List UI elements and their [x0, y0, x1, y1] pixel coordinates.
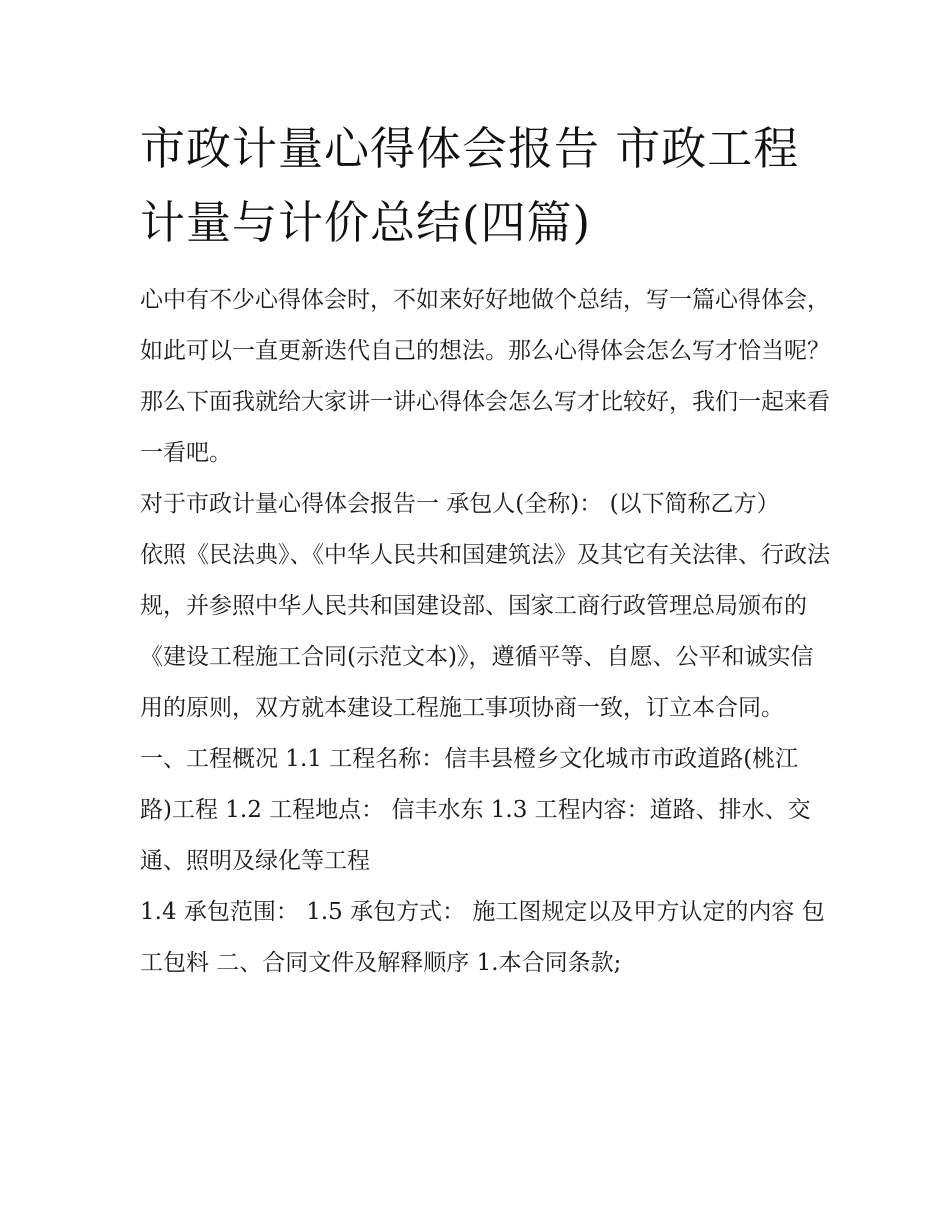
paragraph-project-overview: 一、工程概况 1.1 工程名称：信丰县橙乡文化城市市政道路(桃江路)工程 1.2 工程地点： 信丰水东 1.3 工程内容：道路、排水、交通、照明及绿化等工程 [140, 746, 811, 874]
paragraph-legal-basis: 依照《民法典》、《中华人民共和国建筑法》及其它有关法律、行政法规，并参照中华人民共和国建设部、国家工商行政管理总局颁布的《建设工程施工合同(示范文本)》，遵循平等、自愿、公平和诚实信用的原则，双方就本建设工程施工事项协商一致，订立本合同。 [140, 542, 830, 721]
paragraph-contract-scope: 1.4 承包范围： 1.5 承包方式： 施工图规定以及甲方认定的内容 包工包料 二、合同文件及解释顺序 1.本合同条款; [140, 899, 825, 976]
document-title: 市政计量心得体会报告 市政工程计量与计价总结(四篇) [140, 122, 800, 249]
document-body [140, 275, 830, 989]
paragraph-intro: 心中有不少心得体会时，不如来好好地做个总结，写一篇心得体会，如此可以一直更新迭代自己的想法。那么心得体会怎么写才恰当呢？那么下面我就给大家讲一讲心得体会怎么写才比较好，我们一起来看一看吧。 [140, 287, 830, 466]
paragraph-contractor: 对于市政计量心得体会报告一 承包人(全称)： (以下简称乙方） [140, 491, 780, 517]
